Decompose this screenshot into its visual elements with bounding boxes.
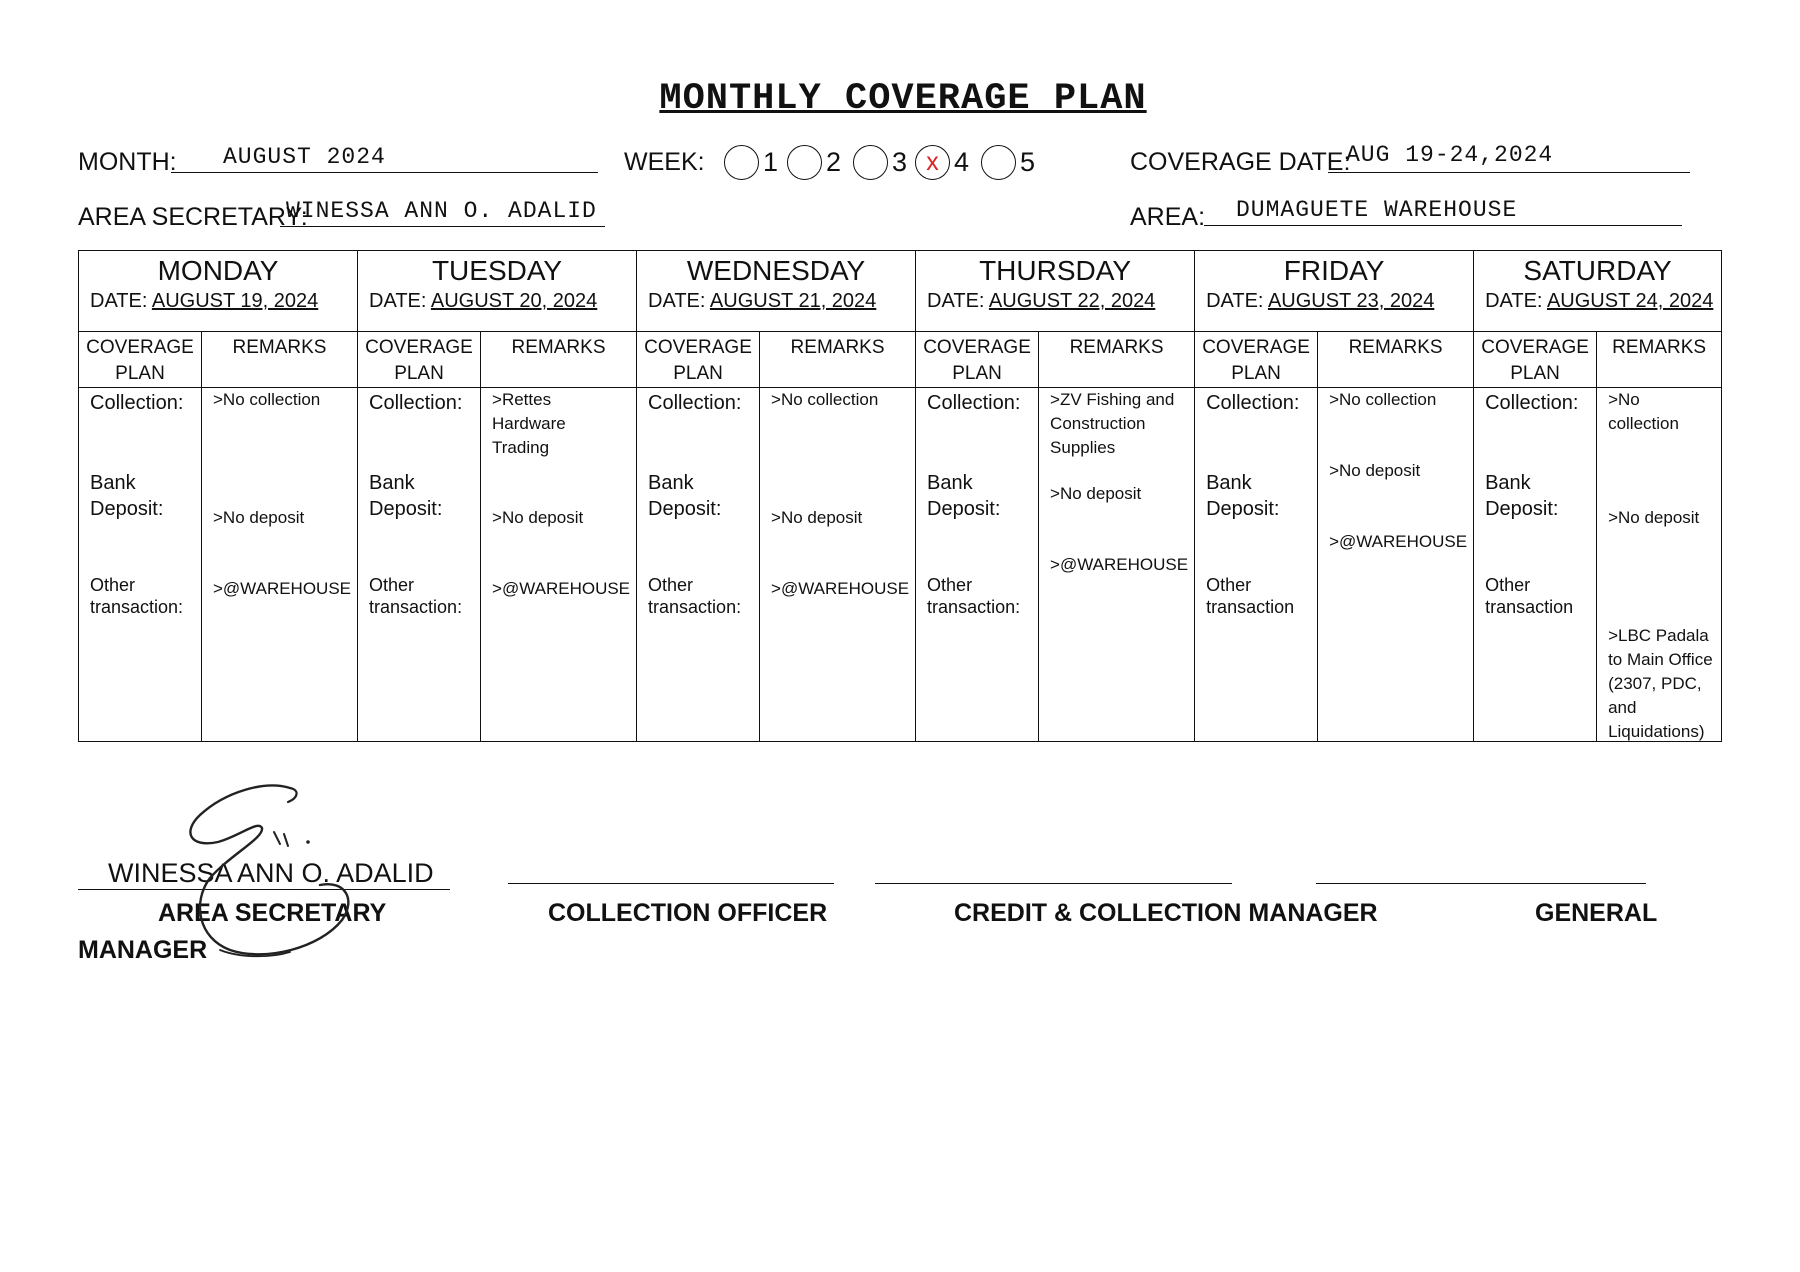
- day-name: TUESDAY: [431, 255, 563, 286]
- remarks-header: REMARKS: [760, 332, 916, 388]
- coverage-plan-header: COVERAGE PLAN: [358, 332, 481, 388]
- signature-line-collection-officer: [508, 883, 834, 884]
- coverage-date-label: COVERAGE DATE:: [1130, 148, 1351, 176]
- coverage-plan-header: COVERAGE PLAN: [916, 332, 1039, 388]
- week-option-label: 2: [826, 147, 842, 177]
- remark-deposit: >No deposit: [213, 508, 305, 527]
- week-option-5[interactable]: [981, 145, 1047, 180]
- page-title: MONTHLY COVERAGE PLAN: [659, 78, 1147, 120]
- bank-deposit-label: Bank Deposit:: [90, 472, 164, 520]
- day-date: DATE: AUGUST 24, 2024: [1485, 290, 1714, 312]
- remark-other: >@WAREHOUSE: [1050, 555, 1189, 574]
- coverage-plan-cell-friday: [1195, 388, 1318, 742]
- day-date: DATE: AUGUST 19, 2024: [90, 290, 319, 312]
- general-manager-sign-label: GENERAL: [1535, 899, 1658, 927]
- signature-line-general-manager: [1316, 883, 1646, 884]
- week-option-label: 1: [763, 147, 779, 177]
- coverage-plan-header: COVERAGE PLAN: [79, 332, 202, 388]
- remark-deposit: >No deposit: [492, 508, 584, 527]
- week-radio-1[interactable]: [724, 145, 759, 180]
- other-transaction-label: Other transaction:: [90, 575, 184, 617]
- area-secretary-field[interactable]: [280, 196, 605, 227]
- remark-other: >@WAREHOUSE: [492, 579, 631, 598]
- month-label: MONTH:: [78, 148, 177, 176]
- area-field[interactable]: [1204, 195, 1682, 226]
- remark-other: >@WAREHOUSE: [1329, 532, 1468, 551]
- week-option-label: 3: [892, 147, 908, 177]
- remarks-cell-thursday: [1039, 388, 1195, 742]
- remark-collection: >No collection: [1329, 390, 1437, 409]
- coverage-plan-cell-wednesday: [637, 388, 760, 742]
- bank-deposit-label: Bank Deposit:: [369, 472, 443, 520]
- week-label: WEEK:: [624, 148, 705, 176]
- coverage-plan-cell-monday: [79, 388, 202, 742]
- remark-deposit: >No deposit: [1050, 484, 1142, 503]
- day-name: FRIDAY: [1283, 255, 1385, 286]
- remarks-cell-wednesday: [760, 388, 916, 742]
- bank-deposit-label: Bank Deposit:: [648, 472, 722, 520]
- other-transaction-label: Other transaction:: [927, 575, 1021, 617]
- area-secretary-value: WINESSA ANN O. ADALID: [286, 198, 597, 224]
- week-option-4[interactable]: [915, 145, 981, 180]
- coverage-plan-table: [78, 250, 1722, 742]
- remark-collection: >No collection: [213, 390, 321, 409]
- coverage-date-field[interactable]: [1328, 142, 1690, 173]
- day-header-friday: [1195, 251, 1474, 332]
- coverage-plan-cell-tuesday: [358, 388, 481, 742]
- other-transaction-label: Other transaction: [1485, 575, 1574, 617]
- remarks-cell-friday: [1318, 388, 1474, 742]
- coverage-plan-cell-saturday: [1474, 388, 1597, 742]
- month-field[interactable]: [171, 142, 598, 173]
- remark-collection: >No collection: [771, 390, 879, 409]
- coverage-plan-header: COVERAGE PLAN: [1474, 332, 1597, 388]
- coverage-plan-header: COVERAGE PLAN: [637, 332, 760, 388]
- plan-body-row: [79, 388, 1722, 742]
- column-header-row: [79, 332, 1722, 388]
- week-option-1[interactable]: [724, 145, 787, 180]
- week-option-label: 5: [1020, 147, 1036, 177]
- collection-label: Collection:: [90, 392, 184, 414]
- day-header-tuesday: [358, 251, 637, 332]
- remarks-header: REMARKS: [1597, 332, 1722, 388]
- month-value: AUGUST 2024: [223, 144, 386, 170]
- day-date: DATE: AUGUST 20, 2024: [369, 290, 598, 312]
- remarks-cell-monday: [202, 388, 358, 742]
- collection-officer-sign-label: COLLECTION OFFICER: [548, 899, 828, 927]
- day-name: MONDAY: [157, 255, 279, 286]
- week-option-label: 4: [954, 147, 970, 177]
- week-option-2[interactable]: [787, 145, 853, 180]
- handwritten-signature: [170, 780, 400, 970]
- week-option-3[interactable]: [853, 145, 915, 180]
- day-date: DATE: AUGUST 21, 2024: [648, 290, 877, 312]
- coverage-plan-header: COVERAGE PLAN: [1195, 332, 1318, 388]
- secretary-name: WINESSA ANN O. ADALID: [108, 858, 434, 888]
- day-date: DATE: AUGUST 22, 2024: [927, 290, 1156, 312]
- week-options: [724, 145, 1047, 180]
- checked-x-icon: x: [926, 148, 939, 176]
- bank-deposit-label: Bank Deposit:: [927, 472, 1001, 520]
- remark-collection: >No collection: [1608, 390, 1679, 433]
- day-header-saturday: [1474, 251, 1722, 332]
- coverage-plan-cell-thursday: [916, 388, 1039, 742]
- manager-sign-label: MANAGER: [78, 936, 208, 964]
- collection-label: Collection:: [648, 392, 742, 414]
- remarks-cell-tuesday: [481, 388, 637, 742]
- bank-deposit-label: Bank Deposit:: [1206, 472, 1280, 520]
- coverage-date-value: AUG 19-24,2024: [1346, 142, 1554, 168]
- day-date: DATE: AUGUST 23, 2024: [1206, 290, 1435, 312]
- remark-other: >LBC Padala to Main Office (2307, PDC, and Liquidations): [1608, 626, 1713, 741]
- day-name: SATURDAY: [1523, 255, 1672, 286]
- credit-manager-sign-label: CREDIT & COLLECTION MANAGER: [954, 899, 1378, 927]
- remark-other: >@WAREHOUSE: [213, 579, 352, 598]
- remarks-header: REMARKS: [1318, 332, 1474, 388]
- remarks-cell-saturday: [1597, 388, 1722, 742]
- area-value: DUMAGUETE WAREHOUSE: [1236, 197, 1518, 223]
- area-secretary-sign-label: AREA SECRETARY: [158, 899, 387, 927]
- remarks-header: REMARKS: [202, 332, 358, 388]
- day-header-monday: [79, 251, 358, 332]
- day-name: THURSDAY: [979, 255, 1132, 286]
- area-label: AREA:: [1130, 203, 1206, 231]
- remarks-header: REMARKS: [481, 332, 637, 388]
- area-secretary-label: AREA SECRETARY:: [78, 203, 308, 231]
- remark-collection: >Rettes Hardware Trading: [492, 390, 566, 457]
- week-radio-3[interactable]: [853, 145, 888, 180]
- collection-label: Collection:: [369, 392, 463, 414]
- signature-line-credit-manager: [875, 883, 1232, 884]
- week-radio-5[interactable]: [981, 145, 1016, 180]
- day-header-wednesday: [637, 251, 916, 332]
- remark-other: >@WAREHOUSE: [771, 579, 910, 598]
- collection-label: Collection:: [927, 392, 1021, 414]
- day-header-row: [79, 251, 1722, 332]
- remark-deposit: >No deposit: [771, 508, 863, 527]
- day-header-thursday: [916, 251, 1195, 332]
- other-transaction-label: Other transaction:: [648, 575, 742, 617]
- week-radio-2[interactable]: [787, 145, 822, 180]
- day-name: WEDNESDAY: [686, 255, 866, 286]
- collection-label: Collection:: [1206, 392, 1300, 414]
- remark-deposit: >No deposit: [1608, 508, 1700, 527]
- other-transaction-label: Other transaction: [1206, 575, 1295, 617]
- week-radio-4[interactable]: [915, 145, 950, 180]
- remark-deposit: >No deposit: [1329, 461, 1421, 480]
- collection-label: Collection:: [1485, 392, 1579, 414]
- remark-collection: >ZV Fishing and Construction Supplies: [1050, 390, 1175, 457]
- other-transaction-label: Other transaction:: [369, 575, 463, 617]
- remarks-header: REMARKS: [1039, 332, 1195, 388]
- bank-deposit-label: Bank Deposit:: [1485, 472, 1559, 520]
